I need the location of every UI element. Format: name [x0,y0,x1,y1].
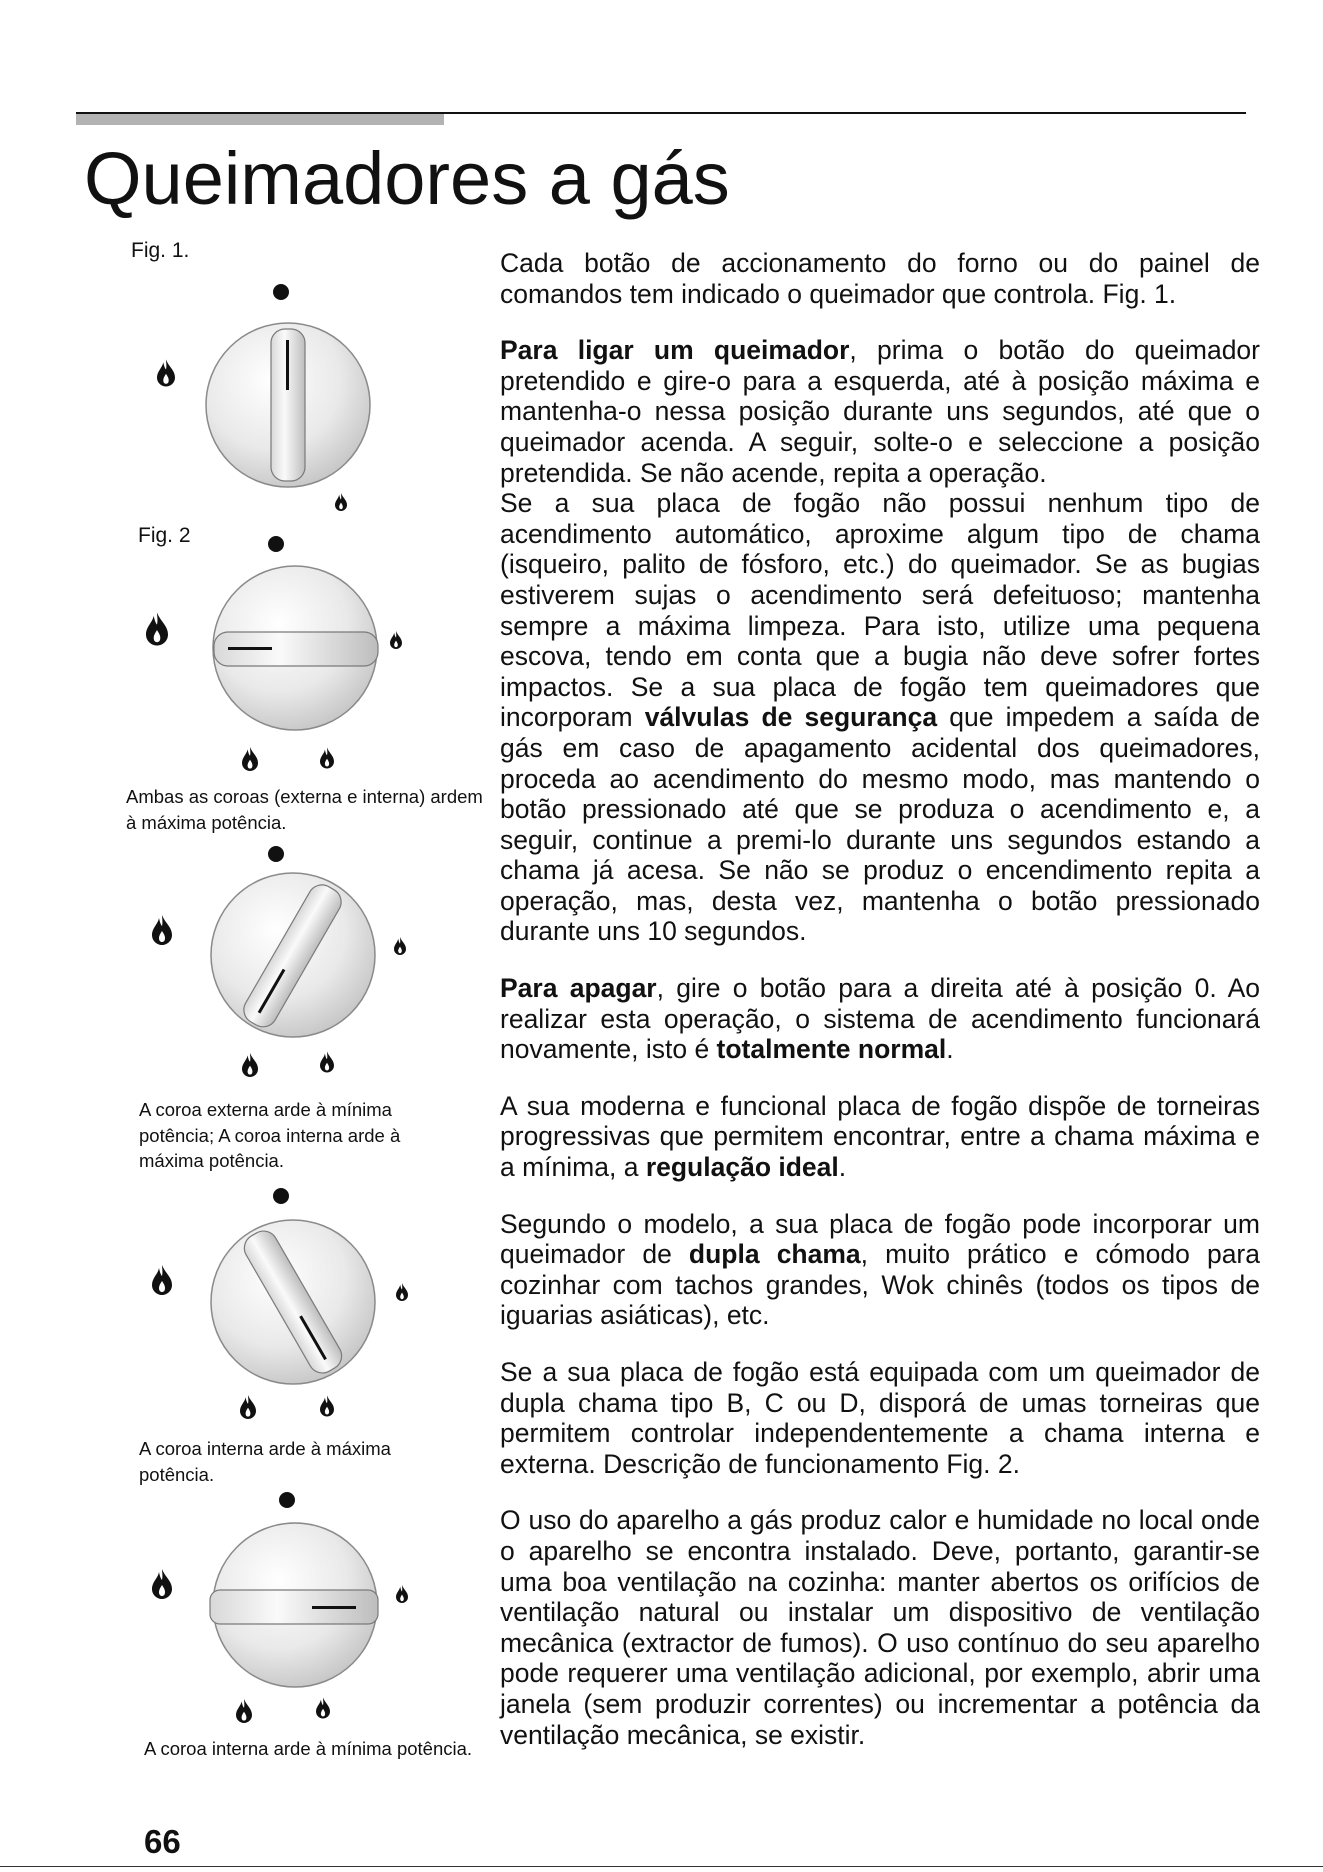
paragraph-ventilation: O uso do aparelho a gás produz calor e humidade no local onde o aparelho se encontra instalado. Deve, portanto, garantir-se uma boa ventilação na cozinha: manter abertos os orifícios de ventilação natural ou instalar um dispositivo de ventilação mecânica (extractor de fumos). O uso contínuo do seu aparelho pode requerer uma ventilação adicional, por exemplo, abrir uma janela (sem produzir correntes) ou incrementar a potência da ventilação mecânica, se existir. [500,1505,1260,1750]
figure-1-dial [140,270,380,530]
small-flame-icon [390,631,402,649]
caption-inner-max: A coroa interna arde à máxima potência. [139,1438,391,1485]
ideal-regulation-term: regulação ideal [645,1152,839,1183]
large-flame-icon [152,1569,172,1599]
off-position-dot-icon [268,846,284,862]
figure-1-label: Fig. 1. [131,239,190,262]
figure-2-dial-4 [140,1488,440,1728]
paragraph-turn-off [500,973,1260,1065]
small-flame-icon [320,1052,334,1073]
large-flame-icon [242,1053,258,1077]
regulation-text: A sua moderna e funcional placa de fogão dispõe de torneiras progressivas que permitem encontrar, entre a chama máxima e a mínima, a [500,1090,1260,1183]
large-flame-icon [157,360,175,387]
safety-valves-term: válvulas de segurança [644,702,938,733]
footer-rule [0,1866,1323,1867]
turn-off-heading: Para apagar [500,973,657,1004]
caption-outer-min-inner-max: A coroa externa arde à mínima potência; A coroa interna arde à máxima potência. [139,1099,401,1172]
turn-off-period: . [946,1034,954,1065]
paragraph-double-flame-types: Se a sua placa de fogão está equipada com um queimador de dupla chama tipo B, C ou D, disporá de umas torneiras que permitem controlar independentemente a chama interna e externa. Descrição de funcionamento Fig. 2. [500,1357,1260,1479]
off-position-dot-icon [273,284,289,300]
double-flame-text: Segundo o modelo, a sua placa de fogão pode incorporar um queimador de [500,1208,1260,1270]
off-position-dot-icon [279,1492,295,1508]
small-flame-icon [335,493,347,511]
paragraph-double-flame [500,1209,1260,1331]
paragraph-intro: Cada botão de accionamento do forno ou do painel de comandos tem indicado o queimador que controla. Fig. 1. [500,248,1260,309]
page-title: Queimadores a gás [84,137,730,220]
figure-2-dial-3 [140,1186,440,1426]
lighting-heading: Para ligar um queimador [500,335,850,366]
figure-2-label: Fig. 2 [138,524,191,547]
small-flame-icon [320,1396,334,1417]
small-flame-icon [396,1585,408,1603]
manual-lighting-text-end: que impedem a saída de gás em caso de apagamento acidental dos queimadores, proceda ao acendimento do mesmo modo, mas mantendo o botão pressionado até que se produza o acendimento e, a seguir, continue a premi-lo durante uns segundos estando a chama já acesa. Se não se produz o encendimento repita a operação, mas, desta vez, mantenha o botão pressionado durante uns 10 segundos. [500,702,1261,947]
small-flame-icon [316,1698,330,1719]
caption-both-crowns-max: Ambas as coroas (externa e interna) ardem à máxima potência. [126,786,483,833]
totally-normal-term: totalmente normal [716,1034,947,1065]
manual-lighting-text: Se a sua placa de fogão não possui nenhum tipo de acendimento automático, aproxime algum tipo de chama (isqueiro, palito de fósforo, etc.) do queimador. Se as bugias estiverem sujas o acendimento será defeituoso; mantenha sempre a máxima limpeza. Para isto, utilize uma pequena escova, tendo em conta que a bugia não deve sofrer fortes impactos. Se a sua placa de fogão tem queimadores que incorporam [500,488,1260,733]
lighting-text: , prima o botão do queimador pretendido e gire-o para a esquerda, até à posição máxima e mantenha-o nessa posição durante uns segundos, até que o queimador acenda. A seguir, solte-o e seleccione a posição pretendida. Se não acende, repita a operação. [500,335,1260,488]
large-flame-icon [242,747,258,771]
paragraph-regulation [500,1091,1260,1183]
figure-2-dial-2 [140,840,440,1080]
off-position-dot-icon [268,536,284,552]
page-number: 66 [144,1823,181,1860]
large-flame-icon [146,613,168,646]
paragraph-lighting [500,335,1260,488]
double-flame-text-end: , muito prático e cómodo para cozinhar com tachos grandes, Wok chinês (todos os tipos de iguarias asiáticas), etc. [500,1239,1260,1331]
figure-2-dial-1 [140,530,440,790]
paragraph-manual-lighting [500,488,1260,947]
caption-inner-min: A coroa interna arde à mínima potência. [144,1738,473,1759]
large-flame-icon [236,1699,252,1723]
small-flame-icon [394,937,406,955]
small-flame-icon [396,1283,408,1301]
off-position-dot-icon [273,1188,289,1204]
header-accent-bar [76,114,444,125]
large-flame-icon [152,915,172,945]
large-flame-icon [152,1265,172,1295]
large-flame-icon [240,1395,256,1419]
double-flame-term: dupla chama [688,1239,861,1270]
turn-off-text: , gire o botão para a direita até à posição 0. Ao realizar esta operação, o sistema de acendimento funcionará novamente, isto é [500,973,1260,1065]
small-flame-icon [320,748,334,769]
regulation-period: . [838,1152,847,1183]
body-text-column [500,248,1260,1776]
